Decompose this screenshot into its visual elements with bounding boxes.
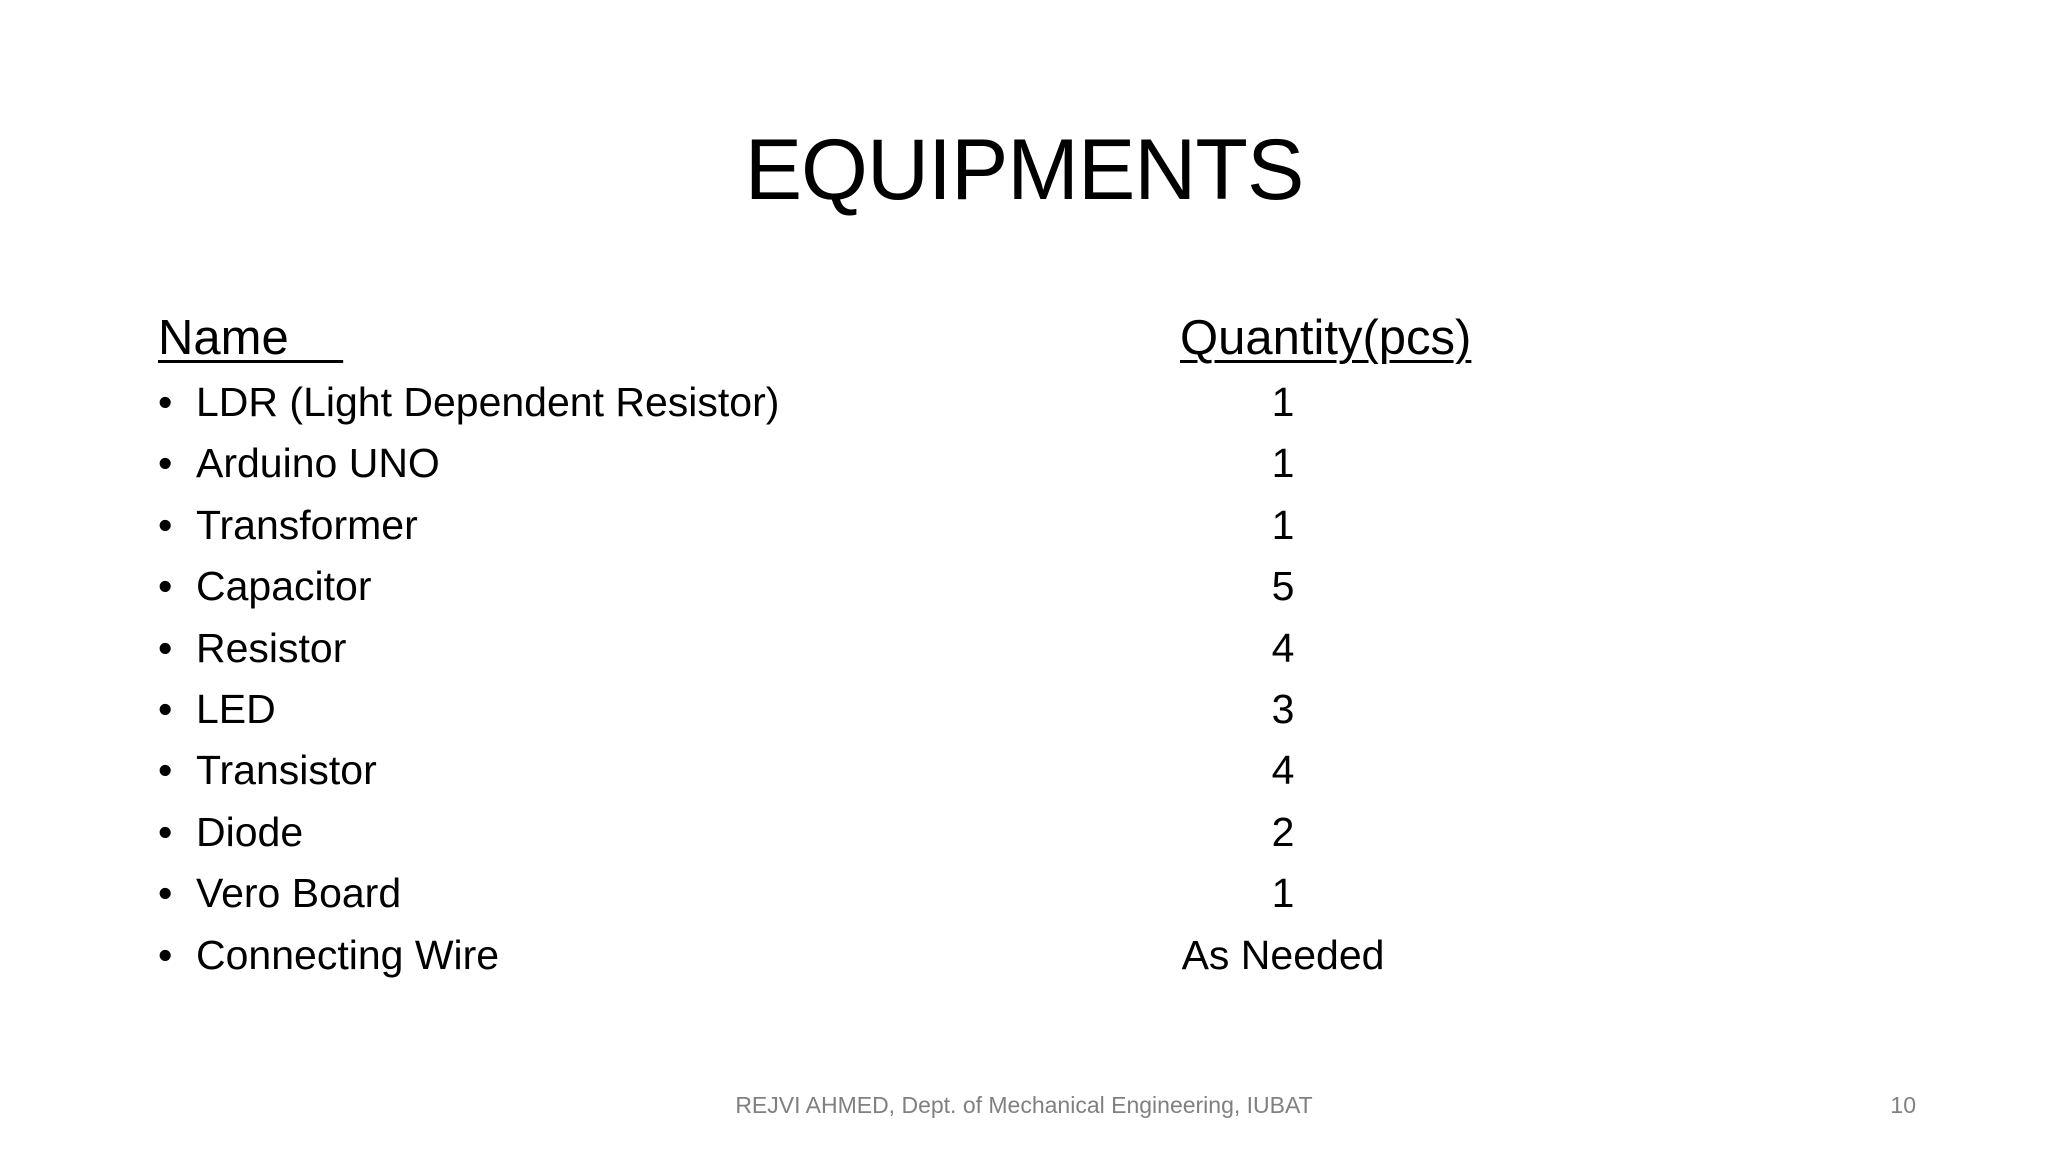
item-quantity: 3 [1271,685,1295,732]
list-item [158,925,1458,986]
item-name: Transformer [196,501,418,548]
bullet: • [158,379,173,425]
item-name: Diode [196,808,304,855]
page-number: 10 [1890,1092,1916,1118]
item-quantity: 1 [1271,440,1295,487]
bullet: • [158,501,173,548]
item-name: LDR (Light Dependent Resistor) [196,379,780,425]
bullet: • [158,870,173,917]
bullet: • [158,563,173,610]
bullet: • [158,747,173,794]
list-item [158,495,1458,556]
item-name: LED [196,685,276,732]
list-item [158,740,1458,801]
item-name: Vero Board [196,870,402,917]
item-name: Transistor [196,747,377,794]
column-header-name: Name [158,311,344,365]
item-quantity: 1 [1271,870,1295,917]
list-item [158,372,1458,433]
slide-footer: REJVI AHMED, Dept. of Mechanical Engineering, IUBAT [735,1092,1313,1118]
slide-title: EQUIPMENTS [744,122,1304,218]
bullet: • [158,685,173,732]
item-quantity: 4 [1271,747,1295,794]
list-item [158,863,1458,924]
item-name: Arduino UNO [196,440,440,487]
bullet: • [158,440,173,487]
item-name: Connecting Wire [196,931,500,978]
item-name: Resistor [196,624,347,671]
item-quantity: 5 [1271,563,1295,610]
item-quantity: 2 [1271,808,1295,855]
item-quantity: 1 [1271,501,1295,548]
list-item [158,433,1458,494]
item-quantity: 1 [1271,379,1295,425]
bullet: • [158,931,173,978]
list-item [158,679,1458,740]
list-item [158,618,1458,679]
item-quantity: As Needed [1181,931,1385,978]
item-name: Capacitor [196,563,372,610]
column-header-quantity: Quantity(pcs) [1180,311,1472,365]
bullet: • [158,808,173,855]
list-item [158,556,1458,617]
item-quantity: 4 [1271,624,1295,671]
equipment-list [158,372,1458,986]
list-item [158,802,1458,863]
bullet: • [158,624,173,671]
